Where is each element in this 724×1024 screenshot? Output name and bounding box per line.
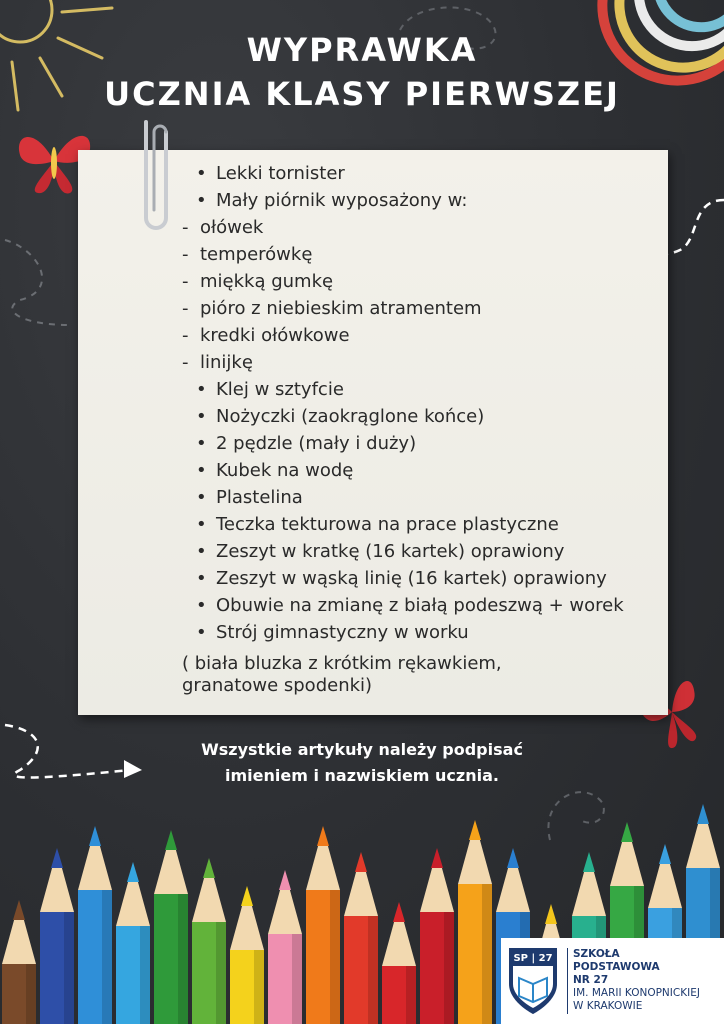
pencil (382, 902, 416, 1024)
list-item-text: Lekki tornister (216, 163, 345, 184)
school-name-line-1: SZKOŁA (573, 948, 620, 960)
chalk-dashed-line (660, 190, 724, 280)
list-item-text: linijkę (200, 352, 253, 373)
list-item-text: Mały piórnik wyposażony w: (216, 190, 468, 211)
school-logo (501, 938, 724, 1024)
list-item-text: Zeszyt w kratkę (16 kartek) oprawiony (216, 541, 565, 562)
page-title-line-1: WYPRAWKA (246, 31, 478, 69)
pencil (306, 826, 340, 1024)
bullet-marker: • (196, 163, 207, 184)
list-item-text: Nożyczki (zaokrąglone końce) (216, 406, 485, 427)
dash-marker: - (182, 298, 189, 319)
dash-marker: - (182, 271, 189, 292)
bullet-marker: • (196, 460, 207, 481)
bullet-marker: • (196, 595, 207, 616)
list-item-text: 2 pędzle (mały i duży) (216, 433, 417, 454)
dash-marker: - (182, 352, 189, 373)
bullet-marker: • (196, 568, 207, 589)
pencil (344, 852, 378, 1024)
dash-marker: - (182, 325, 189, 346)
list-item-text: ołówek (200, 217, 264, 238)
bullet-marker: • (196, 541, 207, 562)
school-name-line-4: IM. MARII KONOPNICKIEJ (573, 987, 700, 999)
pencil (192, 858, 226, 1024)
dash-marker: - (182, 217, 189, 238)
pencil (154, 830, 188, 1024)
bullet-marker: • (196, 379, 207, 400)
page-title-line-2: UCZNIA KLASY PIERWSZEJ (104, 75, 620, 113)
chalk-dashed-line (0, 230, 80, 330)
list-note-line-2: granatowe spodenki) (182, 675, 373, 696)
list-item-text: Strój gimnastyczny w worku (216, 622, 469, 643)
pencil (420, 848, 454, 1024)
bullet-marker: • (196, 190, 207, 211)
bullet-marker: • (196, 622, 207, 643)
school-name-line-2: PODSTAWOWA (573, 961, 660, 973)
bullet-marker: • (196, 514, 207, 535)
signing-instruction-line-1: Wszystkie artykuły należy podpisać (201, 740, 523, 759)
pencil (78, 826, 112, 1024)
school-name-line-5: W KRAKOWIE (573, 1000, 643, 1012)
list-item-text: Kubek na wodę (216, 460, 354, 481)
pencil (230, 886, 264, 1024)
list-note-line-1: ( biała bluzka z krótkim rękawkiem, (182, 653, 502, 674)
school-name-line-3: NR 27 (573, 974, 609, 986)
dash-marker: - (182, 244, 189, 265)
list-item-text: Teczka tekturowa na prace plastyczne (216, 514, 559, 535)
pencil (458, 820, 492, 1024)
list-item-text: miękką gumkę (200, 271, 334, 292)
list-item-text: Klej w sztyfcie (216, 379, 344, 400)
logo-divider (567, 948, 568, 1014)
pencil (268, 870, 302, 1024)
pencil (2, 900, 36, 1024)
list-item-text: Obuwie na zmianę z białą podeszwą + worek (216, 595, 624, 616)
school-emblem-icon (505, 944, 561, 1016)
list-item-text: Zeszyt w wąską linię (16 kartek) oprawiony (216, 568, 607, 589)
signing-instruction-line-2: imieniem i nazwiskiem ucznia. (225, 766, 499, 785)
list-item-text: Plastelina (216, 487, 303, 508)
list-item-text: pióro z niebieskim atramentem (200, 298, 482, 319)
pencil (40, 848, 74, 1024)
school-emblem-text: SP | 27 (513, 953, 553, 964)
list-item-text: kredki ołówkowe (200, 325, 350, 346)
pencil (116, 862, 150, 1024)
bullet-marker: • (196, 406, 207, 427)
bullet-marker: • (196, 487, 207, 508)
bullet-marker: • (196, 433, 207, 454)
paperclip-icon (136, 118, 176, 240)
school-name (573, 948, 700, 1013)
list-item-text: temperówkę (200, 244, 313, 265)
